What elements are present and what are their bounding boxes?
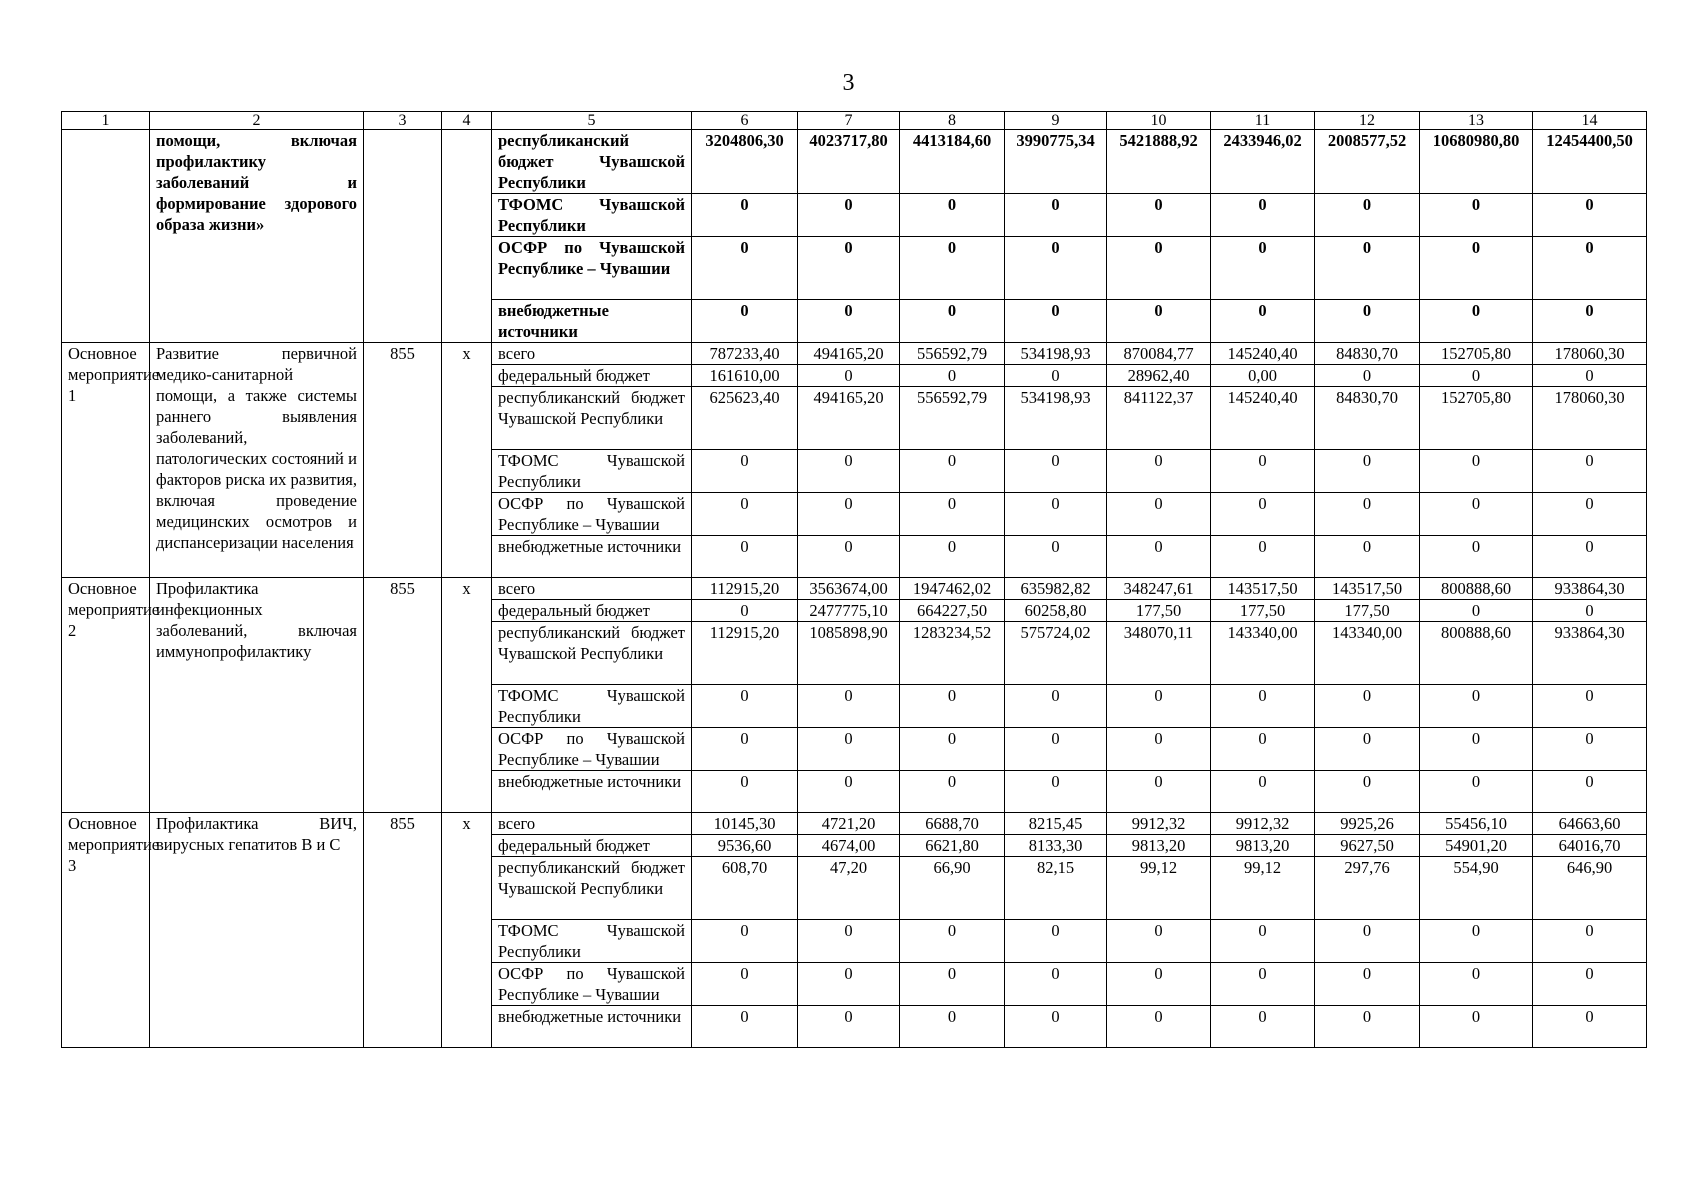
value-cell: 99,12 [1107, 857, 1211, 920]
value-cell: 3563674,00 [798, 578, 900, 600]
value-cell: 55456,10 [1420, 813, 1533, 835]
column-number: 10 [1107, 112, 1211, 130]
funding-source-cell: республиканский бюджет Чувашской Республики [492, 622, 692, 685]
value-cell: 0 [692, 300, 798, 343]
funding-source-cell: ТФОМС Чувашской Республики [492, 450, 692, 493]
value-cell: 60258,80 [1005, 600, 1107, 622]
funding-source-cell: ОСФР по Чувашской Республике – Чувашии [492, 963, 692, 1006]
value-cell: 0 [1107, 493, 1211, 536]
funding-source-cell: ТФОМС Чувашской Республики [492, 194, 692, 237]
value-cell: 625623,40 [692, 387, 798, 450]
value-cell: 0 [1533, 450, 1647, 493]
value-cell: 0 [1420, 728, 1533, 771]
column-number: 4 [442, 112, 492, 130]
value-cell: 556592,79 [900, 387, 1005, 450]
value-cell: 0 [1211, 685, 1315, 728]
value-cell: 10680980,80 [1420, 130, 1533, 194]
table-row [62, 813, 1647, 835]
table-row [62, 130, 1647, 194]
value-cell: 9912,32 [1107, 813, 1211, 835]
value-cell: 0 [900, 300, 1005, 343]
value-cell: 0 [1315, 685, 1420, 728]
value-cell: 161610,00 [692, 365, 798, 387]
value-cell: 177,50 [1211, 600, 1315, 622]
measure-col4-cell: х [442, 578, 492, 813]
value-cell: 0 [1107, 728, 1211, 771]
value-cell: 4721,20 [798, 813, 900, 835]
funding-source-cell: республиканский бюджет Чувашской Республики [492, 387, 692, 450]
column-number: 2 [150, 112, 364, 130]
value-cell: 0 [1211, 1006, 1315, 1048]
funding-source-cell: внебюджетные источники [492, 771, 692, 813]
value-cell: 0 [692, 194, 798, 237]
value-cell: 54901,20 [1420, 835, 1533, 857]
value-cell: 0 [1107, 963, 1211, 1006]
value-cell: 10145,30 [692, 813, 798, 835]
funding-source-cell: всего [492, 343, 692, 365]
value-cell: 64016,70 [1533, 835, 1647, 857]
value-cell: 112915,20 [692, 622, 798, 685]
funding-source-cell: ТФОМС Чувашской Республики [492, 685, 692, 728]
measure-name-cell: Профилактика ВИЧ, вирусных гепатитов В и С [150, 813, 364, 1048]
value-cell: 3204806,30 [692, 130, 798, 194]
value-cell: 0 [1533, 536, 1647, 578]
value-cell: 0 [900, 963, 1005, 1006]
value-cell: 787233,40 [692, 343, 798, 365]
value-cell: 84830,70 [1315, 343, 1420, 365]
value-cell: 8133,30 [1005, 835, 1107, 857]
value-cell: 0 [1211, 771, 1315, 813]
value-cell: 0 [798, 728, 900, 771]
value-cell: 0 [1420, 450, 1533, 493]
value-cell: 0 [1211, 536, 1315, 578]
value-cell: 0 [1315, 450, 1420, 493]
column-number: 9 [1005, 112, 1107, 130]
value-cell: 0 [1533, 771, 1647, 813]
value-cell: 494165,20 [798, 387, 900, 450]
table-row [62, 343, 1647, 365]
value-cell: 47,20 [798, 857, 900, 920]
value-cell: 0 [1107, 536, 1211, 578]
value-cell: 0 [1420, 536, 1533, 578]
value-cell: 8215,45 [1005, 813, 1107, 835]
value-cell: 0 [798, 536, 900, 578]
value-cell: 66,90 [900, 857, 1005, 920]
value-cell: 9925,26 [1315, 813, 1420, 835]
value-cell: 0,00 [1211, 365, 1315, 387]
value-cell: 0 [1211, 194, 1315, 237]
value-cell: 0 [900, 771, 1005, 813]
value-cell: 575724,02 [1005, 622, 1107, 685]
value-cell: 0 [900, 685, 1005, 728]
value-cell: 841122,37 [1107, 387, 1211, 450]
value-cell: 0 [1315, 920, 1420, 963]
value-cell: 0 [692, 600, 798, 622]
funding-source-cell: ТФОМС Чувашской Республики [492, 920, 692, 963]
value-cell: 28962,40 [1107, 365, 1211, 387]
value-cell: 145240,40 [1211, 343, 1315, 365]
value-cell: 0 [900, 920, 1005, 963]
value-cell: 0 [1211, 450, 1315, 493]
value-cell: 2433946,02 [1211, 130, 1315, 194]
value-cell: 143340,00 [1315, 622, 1420, 685]
value-cell: 0 [900, 536, 1005, 578]
value-cell: 0 [900, 365, 1005, 387]
value-cell: 0 [1533, 685, 1647, 728]
value-cell: 0 [1211, 963, 1315, 1006]
funding-source-cell: ОСФР по Чувашской Республике – Чувашии [492, 728, 692, 771]
column-number: 6 [692, 112, 798, 130]
value-cell: 0 [1533, 194, 1647, 237]
column-number: 5 [492, 112, 692, 130]
value-cell: 0 [798, 771, 900, 813]
value-cell: 348247,61 [1107, 578, 1211, 600]
value-cell: 0 [1005, 771, 1107, 813]
value-cell: 177,50 [1315, 600, 1420, 622]
funding-source-cell: федеральный бюджет [492, 835, 692, 857]
value-cell: 0 [798, 194, 900, 237]
value-cell: 0 [692, 237, 798, 300]
column-number: 12 [1315, 112, 1420, 130]
value-cell: 3990775,34 [1005, 130, 1107, 194]
value-cell: 348070,11 [1107, 622, 1211, 685]
value-cell: 0 [798, 963, 900, 1006]
value-cell: 0 [900, 493, 1005, 536]
funding-source-cell: внебюджетные источники [492, 1006, 692, 1048]
measure-status-cell: Основное мероприятие 2 [62, 578, 150, 813]
value-cell: 0 [1107, 1006, 1211, 1048]
value-cell: 5421888,92 [1107, 130, 1211, 194]
value-cell: 0 [1005, 365, 1107, 387]
funding-source-cell: всего [492, 813, 692, 835]
column-number-row [62, 112, 1647, 130]
funding-source-cell: федеральный бюджет [492, 600, 692, 622]
measure-col4-cell: х [442, 343, 492, 578]
value-cell: 0 [1005, 685, 1107, 728]
funding-source-cell: внебюджетные источники [492, 536, 692, 578]
value-cell: 554,90 [1420, 857, 1533, 920]
funding-source-cell: ОСФР по Чувашской Республике – Чувашии [492, 493, 692, 536]
funding-source-cell: внебюджетные источники [492, 300, 692, 343]
value-cell: 143340,00 [1211, 622, 1315, 685]
value-cell: 0 [692, 1006, 798, 1048]
value-cell: 0 [798, 300, 900, 343]
funding-source-cell: ОСФР по Чувашской Республике – Чувашии [492, 237, 692, 300]
value-cell: 0 [1533, 920, 1647, 963]
value-cell: 0 [1107, 450, 1211, 493]
measure-status-cell: Основное мероприятие 1 [62, 343, 150, 578]
value-cell: 0 [1315, 536, 1420, 578]
measure-code-cell: 855 [364, 343, 442, 578]
value-cell: 0 [1315, 300, 1420, 343]
value-cell: 494165,20 [798, 343, 900, 365]
value-cell: 0 [1005, 920, 1107, 963]
value-cell: 635982,82 [1005, 578, 1107, 600]
value-cell: 9627,50 [1315, 835, 1420, 857]
value-cell: 0 [1005, 300, 1107, 343]
value-cell: 608,70 [692, 857, 798, 920]
value-cell: 0 [1005, 194, 1107, 237]
value-cell: 0 [900, 237, 1005, 300]
value-cell: 0 [1533, 365, 1647, 387]
value-cell: 0 [1420, 365, 1533, 387]
measure-code-cell: 855 [364, 578, 442, 813]
value-cell: 143517,50 [1211, 578, 1315, 600]
value-cell: 152705,80 [1420, 387, 1533, 450]
value-cell: 9912,32 [1211, 813, 1315, 835]
column-number: 11 [1211, 112, 1315, 130]
value-cell: 178060,30 [1533, 387, 1647, 450]
value-cell: 534198,93 [1005, 343, 1107, 365]
value-cell: 0 [1211, 237, 1315, 300]
funding-source-cell: республиканский бюджет Чувашской Республики [492, 857, 692, 920]
measure-status-cell: Основное мероприятие 3 [62, 813, 150, 1048]
value-cell: 0 [1533, 237, 1647, 300]
value-cell: 0 [1420, 493, 1533, 536]
column-number: 14 [1533, 112, 1647, 130]
column-number: 3 [364, 112, 442, 130]
value-cell: 0 [1107, 771, 1211, 813]
value-cell: 0 [1315, 365, 1420, 387]
value-cell: 0 [1315, 771, 1420, 813]
status-cell [62, 130, 150, 343]
value-cell: 0 [1315, 728, 1420, 771]
value-cell: 0 [1315, 1006, 1420, 1048]
funding-source-cell: всего [492, 578, 692, 600]
value-cell: 0 [692, 685, 798, 728]
value-cell: 0 [1420, 771, 1533, 813]
value-cell: 0 [1107, 194, 1211, 237]
value-cell: 0 [1211, 300, 1315, 343]
value-cell: 4413184,60 [900, 130, 1005, 194]
value-cell: 4674,00 [798, 835, 900, 857]
value-cell: 112915,20 [692, 578, 798, 600]
program-title-cell: помощи, включая профилактику заболеваний и формирование здорового образа жизни» [150, 130, 364, 343]
funding-source-cell: республиканский бюджет Чувашской Республики [492, 130, 692, 194]
value-cell: 870084,77 [1107, 343, 1211, 365]
value-cell: 0 [692, 963, 798, 1006]
value-cell: 0 [1315, 963, 1420, 1006]
value-cell: 0 [1533, 963, 1647, 1006]
value-cell: 800888,60 [1420, 622, 1533, 685]
value-cell: 800888,60 [1420, 578, 1533, 600]
value-cell: 297,76 [1315, 857, 1420, 920]
value-cell: 0 [1420, 963, 1533, 1006]
value-cell: 0 [1005, 728, 1107, 771]
value-cell: 0 [798, 1006, 900, 1048]
page-number: 3 [842, 70, 855, 96]
value-cell: 0 [1005, 450, 1107, 493]
funding-table [61, 111, 1647, 1048]
value-cell: 0 [1005, 963, 1107, 1006]
value-cell: 0 [1107, 300, 1211, 343]
value-cell: 0 [900, 1006, 1005, 1048]
value-cell: 0 [692, 536, 798, 578]
value-cell: 534198,93 [1005, 387, 1107, 450]
table-row [62, 578, 1647, 600]
value-cell: 0 [1533, 600, 1647, 622]
value-cell: 0 [798, 920, 900, 963]
value-cell: 99,12 [1211, 857, 1315, 920]
value-cell: 4023717,80 [798, 130, 900, 194]
funding-source-cell: федеральный бюджет [492, 365, 692, 387]
value-cell: 0 [798, 685, 900, 728]
value-cell: 0 [1315, 237, 1420, 300]
column-number: 13 [1420, 112, 1533, 130]
value-cell: 9813,20 [1107, 835, 1211, 857]
value-cell: 933864,30 [1533, 622, 1647, 685]
table-body [62, 112, 1647, 1048]
value-cell: 2008577,52 [1315, 130, 1420, 194]
value-cell: 0 [1211, 493, 1315, 536]
measure-name-cell: Профилактика инфекционных заболеваний, включая иммунопрофилактику [150, 578, 364, 813]
value-cell: 0 [1533, 1006, 1647, 1048]
value-cell: 0 [1107, 920, 1211, 963]
value-cell: 152705,80 [1420, 343, 1533, 365]
value-cell: 0 [1211, 728, 1315, 771]
value-cell: 0 [798, 237, 900, 300]
value-cell: 1283234,52 [900, 622, 1005, 685]
value-cell: 1085898,90 [798, 622, 900, 685]
value-cell: 0 [1107, 237, 1211, 300]
col4-cell [442, 130, 492, 343]
measure-name-cell: Развитие первичной медико-санитарной помощи, а также системы раннего выявления заболеваний, патологических состояний и факторов риска их развития, включая проведение медицинских осмотров и диспансеризации населения [150, 343, 364, 578]
column-number: 8 [900, 112, 1005, 130]
value-cell: 0 [798, 493, 900, 536]
value-cell: 82,15 [1005, 857, 1107, 920]
value-cell: 0 [900, 194, 1005, 237]
value-cell: 64663,60 [1533, 813, 1647, 835]
value-cell: 933864,30 [1533, 578, 1647, 600]
value-cell: 0 [1420, 194, 1533, 237]
value-cell: 177,50 [1107, 600, 1211, 622]
value-cell: 178060,30 [1533, 343, 1647, 365]
value-cell: 0 [1005, 237, 1107, 300]
value-cell: 0 [1211, 920, 1315, 963]
value-cell: 0 [1533, 493, 1647, 536]
value-cell: 0 [692, 728, 798, 771]
value-cell: 0 [798, 365, 900, 387]
value-cell: 0 [1533, 300, 1647, 343]
value-cell: 0 [1420, 920, 1533, 963]
value-cell: 0 [1005, 536, 1107, 578]
value-cell: 143517,50 [1315, 578, 1420, 600]
value-cell: 0 [1005, 493, 1107, 536]
value-cell: 664227,50 [900, 600, 1005, 622]
value-cell: 9536,60 [692, 835, 798, 857]
value-cell: 84830,70 [1315, 387, 1420, 450]
value-cell: 12454400,50 [1533, 130, 1647, 194]
value-cell: 0 [1533, 728, 1647, 771]
value-cell: 646,90 [1533, 857, 1647, 920]
code-cell [364, 130, 442, 343]
value-cell: 0 [1420, 237, 1533, 300]
value-cell: 0 [692, 450, 798, 493]
column-number: 1 [62, 112, 150, 130]
value-cell: 0 [1315, 493, 1420, 536]
value-cell: 0 [1420, 1006, 1533, 1048]
value-cell: 0 [1107, 685, 1211, 728]
column-number: 7 [798, 112, 900, 130]
value-cell: 2477775,10 [798, 600, 900, 622]
measure-col4-cell: х [442, 813, 492, 1048]
value-cell: 556592,79 [900, 343, 1005, 365]
value-cell: 145240,40 [1211, 387, 1315, 450]
value-cell: 6621,80 [900, 835, 1005, 857]
measure-code-cell: 855 [364, 813, 442, 1048]
value-cell: 0 [1420, 600, 1533, 622]
value-cell: 0 [1005, 1006, 1107, 1048]
value-cell: 0 [1420, 300, 1533, 343]
value-cell: 0 [900, 450, 1005, 493]
value-cell: 6688,70 [900, 813, 1005, 835]
value-cell: 0 [900, 728, 1005, 771]
value-cell: 1947462,02 [900, 578, 1005, 600]
value-cell: 0 [1315, 194, 1420, 237]
value-cell: 0 [692, 493, 798, 536]
value-cell: 0 [1420, 685, 1533, 728]
value-cell: 0 [798, 450, 900, 493]
value-cell: 0 [692, 920, 798, 963]
value-cell: 9813,20 [1211, 835, 1315, 857]
value-cell: 0 [692, 771, 798, 813]
